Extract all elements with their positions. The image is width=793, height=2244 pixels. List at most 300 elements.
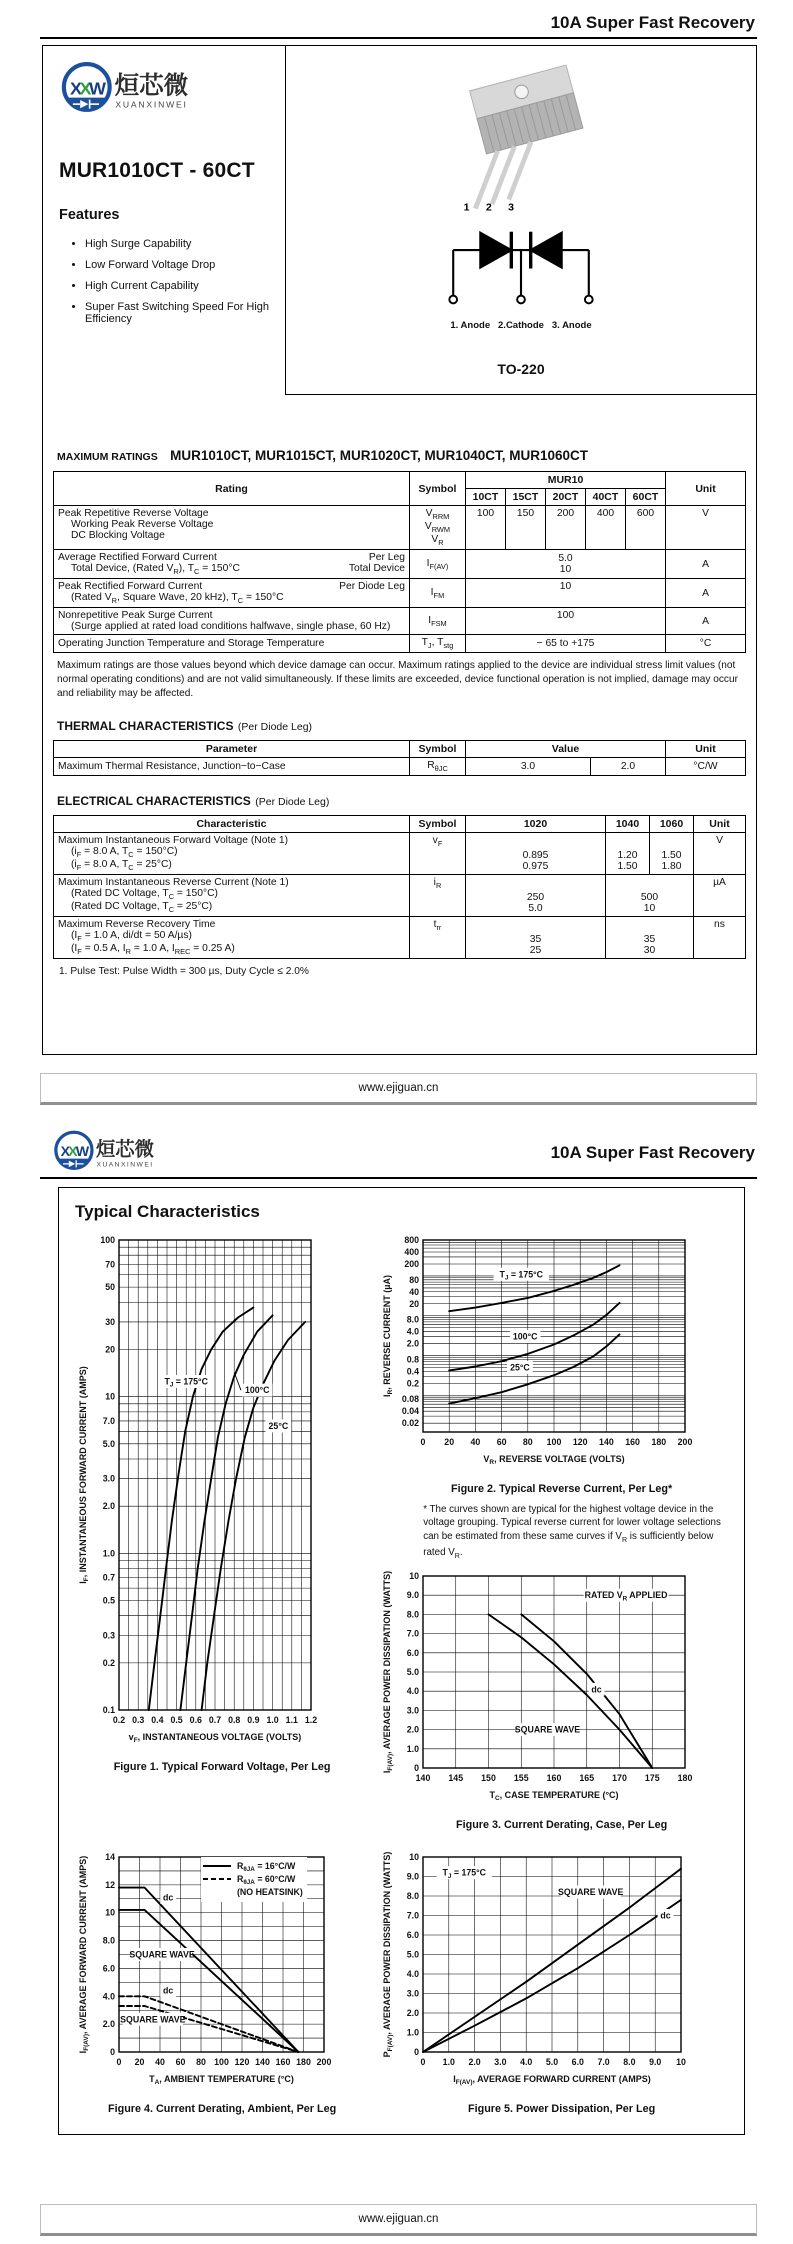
features-heading: Features [59, 206, 120, 223]
svg-text:IR, REVERSE CURRENT (µA): $I_R$, REVERSE CURRENT (µA) [382, 1274, 395, 1397]
col-header-symbol: Symbol [409, 472, 465, 506]
svg-text:160: 160 [625, 1436, 641, 1447]
svg-text:40: 40 [155, 2056, 165, 2067]
svg-text:175: 175 [645, 1772, 660, 1783]
value-line: 1.50 [661, 850, 682, 862]
col-header-symbol: Symbol [410, 816, 466, 833]
svg-text:4.0: 4.0 [520, 2056, 533, 2067]
datasheet-page-2 [0, 1113, 793, 2244]
svg-text:IF(AV), AVERAGE FORWARD CURREN: $I_{F(AV)}$, AVERAGE FORWARD CURRENT (AMPS) [78, 1855, 91, 2053]
electrical-characteristics-table [53, 815, 746, 959]
svg-text:180: 180 [677, 1772, 693, 1783]
svg-text:80: 80 [523, 1436, 533, 1447]
svg-text:VR, REVERSE VOLTAGE (VOLTS): $V_R$, REVERSE VOLTAGE (VOLTS) [483, 1453, 625, 1466]
table-row [54, 917, 746, 959]
figure3-chart [379, 1568, 744, 1817]
value-line: 250 [526, 892, 545, 904]
svg-text:60: 60 [496, 1436, 507, 1447]
svg-text:1.1: 1.1 [285, 1714, 298, 1725]
svg-text:160: 160 [275, 2056, 291, 2067]
cell-value [606, 917, 694, 959]
company-logo [59, 60, 285, 119]
svg-text:1.2: 1.2 [304, 1714, 318, 1725]
charts-row-1 [75, 1232, 744, 1831]
cell-value [466, 917, 606, 959]
figure1-chart [75, 1232, 369, 1759]
svg-text:70: 70 [105, 1258, 115, 1269]
svg-text:400: 400 [404, 1246, 420, 1257]
col-header-unit: Unit [694, 816, 746, 833]
svg-text:IF, INSTANTANEOUS FORWARD CURR: $I_F$, INSTANTANEOUS FORWARD CURRENT (AMPS) [78, 1365, 91, 1584]
svg-text:SQUARE WAVE: SQUARE WAVE [129, 1949, 195, 1960]
svg-text:6.0: 6.0 [571, 2056, 585, 2067]
svg-text:烜芯微: 烜芯微 [95, 1138, 154, 1161]
svg-text:100: 100 [100, 1234, 115, 1245]
cell-value [466, 833, 606, 875]
value-line: 1.50 [617, 861, 638, 873]
thermal-title: THERMAL CHARACTERISTICS [57, 719, 234, 734]
page-title: 10A Super Fast Recovery [550, 13, 755, 32]
electrical-heading [57, 792, 756, 810]
dual-diode-symbol [286, 223, 756, 320]
figure2-footnote: * The curves shown are typical for the highest voltage device in the voltage grouping. Typical reverse current for lower voltage selections can be estimated from these same curves if $V_R$ is sufficiently below rated $V_R$. [423, 1503, 721, 1560]
part-list: MUR1010CT, MUR1015CT, MUR1020CT, MUR1040CT, MUR1060CT [170, 448, 589, 463]
svg-text:60: 60 [175, 2056, 186, 2067]
symbol: $I_{FM}$ [409, 579, 465, 608]
fig2-svg [379, 1232, 699, 1476]
svg-text:0.2: 0.2 [102, 1657, 115, 1668]
svg-text:100: 100 [214, 2056, 229, 2067]
svg-text:3.0: 3.0 [102, 1473, 115, 1484]
col-header-symbol: Symbol [410, 741, 466, 758]
col-header-characteristic: Characteristic [54, 816, 410, 833]
feature-item: • High Surge Capability [85, 238, 285, 250]
symbol: $T_J$, $T_{stg}$ [409, 635, 465, 653]
svg-text:0.8: 0.8 [228, 1714, 241, 1725]
symbol: $v_F$ [410, 833, 466, 875]
svg-text:TJ = 175°C: $T_J = 175^\circ C$ [442, 1867, 487, 1880]
typical-characteristics-heading: Typical Characteristics [75, 1201, 260, 1221]
svg-text:40: 40 [409, 1286, 420, 1297]
svg-text:10: 10 [105, 1907, 115, 1918]
pulse-test-note: 1. Pulse Test: Pulse Width = 300 µs, Duty Cycle ≤ 2.0% [59, 966, 309, 978]
value-line: 30 [643, 945, 656, 957]
svg-text:4.0: 4.0 [406, 1968, 420, 1979]
col-header-parameter: Parameter [54, 741, 410, 758]
col-header-ct: 20CT [545, 489, 585, 506]
svg-text:1.0: 1.0 [406, 1743, 420, 1754]
feature-item: • High Current Capability [85, 280, 285, 292]
characteristic-label: (Rated DC Voltage, $T_C = 25^\circ C$) [71, 901, 213, 915]
figure-4 [75, 1847, 369, 2115]
svg-text:dc: dc [591, 1683, 602, 1694]
svg-text:XUANXINWEI: XUANXINWEI [115, 99, 188, 110]
svg-text:1.0: 1.0 [266, 1714, 279, 1725]
right-column [379, 1232, 744, 1831]
col-header-1020: 1020 [466, 816, 606, 833]
cell-value: − 65 to +175 [465, 635, 665, 653]
svg-text:dc: dc [660, 1910, 671, 1921]
table-row [53, 579, 745, 608]
svg-text:IF(AV), AVERAGE FORWARD CURREN: $I_{F(AV)}$, AVERAGE FORWARD CURRENT (AMPS) [453, 2073, 652, 2086]
rating-label: Peak Repetitive Reverse Voltage [57, 508, 209, 519]
svg-text:40: 40 [470, 1436, 481, 1447]
table-row [54, 833, 746, 875]
svg-text:TC, CASE TEMPERATURE (°C): $T_C$, CASE TEMPERATURE (°C) [489, 1789, 619, 1802]
figure3-caption: Figure 3. Current Derating, Case, Per Leg [456, 1818, 668, 1831]
cell-unit: °C/W [666, 758, 746, 776]
symbol: $I_{FSM}$ [409, 608, 465, 635]
package-pin-numbers: 1 2 3 [463, 201, 521, 214]
figure4-caption: Figure 4. Current Derating, Ambient, Per Leg [108, 2102, 337, 2115]
svg-text:8.0: 8.0 [406, 1314, 420, 1325]
svg-text:dc: dc [163, 1892, 174, 1903]
svg-text:8.0: 8.0 [102, 1935, 115, 1946]
svg-text:80: 80 [409, 1274, 420, 1285]
col-group-mur10: MUR10 [465, 472, 665, 489]
svg-text:7.0: 7.0 [406, 1910, 420, 1921]
logo-svg [59, 60, 211, 114]
svg-text:dc: dc [163, 1985, 174, 1996]
svg-text:160: 160 [546, 1772, 562, 1783]
feature-item: • Low Forward Voltage Drop [85, 259, 285, 271]
svg-text:0.4: 0.4 [406, 1365, 420, 1376]
cell-value: 400 [585, 506, 625, 550]
svg-text:RθJA = 16°C/W: $R_{\theta JA} = 16^\circ C/W$ [237, 1860, 296, 1873]
svg-text:5.0: 5.0 [406, 1666, 420, 1677]
svg-text:200: 200 [677, 1436, 693, 1447]
svg-text:TJ = 175°C: $T_J = 175^\circ C$ [164, 1376, 208, 1389]
svg-text:1.0: 1.0 [442, 2056, 456, 2067]
svg-text:180: 180 [651, 1436, 667, 1447]
svg-text:7.0: 7.0 [406, 1628, 420, 1639]
svg-text:140: 140 [255, 2056, 270, 2067]
table-row [54, 875, 746, 917]
value-line: 35 [529, 934, 542, 946]
figure2-chart [379, 1232, 744, 1481]
figure-1 [75, 1232, 369, 1831]
part-number-title: MUR1010CT - 60CT [59, 158, 255, 182]
svg-text:PF(AV), AVERAGE POWER DISSIPAT: $P_{F(AV)}$, AVERAGE POWER DISSIPATION (WATTS) [382, 1851, 395, 2058]
symbol: $i_R$ [410, 875, 466, 917]
cell-value [606, 875, 694, 917]
table-row [54, 758, 746, 776]
maximum-ratings-heading [57, 447, 756, 465]
svg-text:120: 120 [234, 2056, 250, 2067]
svg-text:20: 20 [444, 1436, 455, 1447]
intro-section [43, 46, 756, 395]
rating-qualifier: Per Diode Leg [339, 581, 405, 593]
cell-unit: A [666, 579, 746, 608]
fig1-svg [75, 1232, 323, 1754]
rating-label: Peak Rectified Forward Current [57, 581, 203, 593]
rating-label: Total Device, (Rated $V_R$), $T_C = 150^\circ C$ [70, 563, 240, 577]
ratings-note: Maximum ratings are those values beyond which device damage can occur. Maximum ratings applied to the device are individual stress limit values (not normal operating conditions) and are not valid simultaneously. If these limits are exceeded, device functional operation is not implied, damage may occur and reliability may be affected. [57, 660, 738, 700]
cell-value: 150 [505, 506, 545, 550]
svg-text:XXW: XXW [69, 78, 104, 99]
cell-value: 10 [465, 579, 665, 608]
header-rule [40, 37, 757, 39]
page-number-badge: 2 [716, 2213, 724, 2225]
fig5-svg [379, 1847, 695, 2096]
charts-row-2 [75, 1847, 744, 2115]
svg-text:200: 200 [404, 1258, 420, 1269]
col-header-unit: Unit [666, 741, 746, 758]
svg-text:0.3: 0.3 [102, 1629, 115, 1640]
svg-text:20: 20 [409, 1298, 420, 1309]
svg-text:SQUARE WAVE: SQUARE WAVE [514, 1724, 581, 1735]
svg-text:0.08: 0.08 [402, 1393, 420, 1404]
thermal-characteristics-table [53, 740, 746, 776]
svg-text:6.0: 6.0 [102, 1963, 115, 1974]
svg-text:2.0: 2.0 [406, 2007, 420, 2018]
svg-text:5.0: 5.0 [406, 1949, 420, 1960]
cell-value [466, 875, 606, 917]
svg-text:2.0: 2.0 [406, 1338, 420, 1349]
cell-value [606, 833, 650, 875]
svg-text:50: 50 [105, 1281, 115, 1292]
characteristic-label: ($i_F = 8.0$ A, $T_C = 150^\circ C$) [71, 846, 178, 860]
symbol: $V_{RRM}$ [425, 508, 450, 522]
figure-5 [379, 1847, 744, 2115]
svg-text:30: 30 [105, 1316, 115, 1327]
svg-text:0.5: 0.5 [170, 1714, 183, 1725]
svg-text:0: 0 [420, 1436, 426, 1447]
svg-text:150: 150 [481, 1772, 497, 1783]
page1-content-box [42, 45, 757, 1055]
value-line: 5.0 [528, 903, 543, 915]
svg-text:140: 140 [599, 1436, 614, 1447]
svg-text:8.0: 8.0 [406, 1609, 420, 1620]
maximum-ratings-label: MAXIMUM RATINGS [57, 451, 158, 463]
svg-text:0.02: 0.02 [402, 1417, 420, 1428]
svg-text:0.1: 0.1 [102, 1704, 115, 1715]
value-line: 1.20 [617, 850, 638, 862]
feature-item: • Super Fast Switching Speed For High Efficiency [85, 301, 285, 325]
col-header-1060: 1060 [650, 816, 694, 833]
rating-label: Nonrepetitive Peak Surge Current [57, 610, 213, 622]
rating-qualifier: Per Leg [368, 552, 405, 564]
svg-text:12: 12 [105, 1879, 115, 1890]
svg-text:IF(AV), AVERAGE POWER DISSIPAT: $I_{F(AV)}$, AVERAGE POWER DISSIPATION (WATTS) [382, 1570, 395, 1773]
parameter-label: Maximum Thermal Resistance, Junction−to−Case [54, 758, 410, 776]
svg-text:14: 14 [105, 1851, 115, 1862]
svg-text:1.0: 1.0 [102, 1547, 115, 1558]
svg-text:8.0: 8.0 [623, 2056, 636, 2067]
characteristic-label: ($I_F = 1.0$ A, di/dt = 50 A/µs) [71, 930, 192, 944]
svg-text:0: 0 [414, 1762, 420, 1773]
rating-label: Operating Junction Temperature and Storage Temperature [53, 635, 409, 653]
svg-text:0.7: 0.7 [208, 1714, 222, 1725]
value-line: 10 [559, 564, 572, 576]
svg-text:0.04: 0.04 [402, 1405, 420, 1416]
figure5-caption: Figure 5. Power Dissipation, Per Leg [468, 2102, 656, 2115]
svg-text:4.0: 4.0 [406, 1685, 420, 1696]
datasheet-page-1 [0, 0, 793, 1113]
header-rule [40, 1177, 757, 1179]
package-cell [285, 46, 756, 395]
value-line: 0.975 [522, 861, 549, 873]
cell-value: 2.0 [591, 758, 666, 776]
svg-text:0.8: 0.8 [406, 1353, 420, 1364]
page-number-badge: 1 [716, 1082, 724, 1094]
footer-url: www.ejiguan.cn [358, 2213, 439, 2225]
svg-text:10: 10 [676, 2056, 687, 2067]
company-logo [52, 1129, 172, 1177]
page-title: 10A Super Fast Recovery [550, 1142, 755, 1162]
thermal-heading [57, 717, 756, 735]
cell-value [465, 550, 665, 579]
svg-text:170: 170 [612, 1772, 628, 1783]
svg-text:8.0: 8.0 [406, 1890, 420, 1901]
table-row [53, 506, 745, 550]
svg-text:4.0: 4.0 [102, 1990, 115, 2001]
cell-unit: °C [666, 635, 746, 653]
cell-value: 200 [545, 506, 585, 550]
characteristic-label: ($i_F = 8.0$ A, $T_C = 25^\circ C$) [71, 859, 172, 873]
page1-footer [40, 1073, 757, 1105]
col-header-ct: 15CT [505, 489, 545, 506]
svg-text:2.0: 2.0 [406, 1724, 420, 1735]
col-header-unit: Unit [666, 472, 746, 506]
electrical-subtitle: (Per Diode Leg) [255, 796, 330, 809]
col-header-rating: Rating [53, 472, 409, 506]
symbol: $V_{RWM}$ [424, 521, 451, 535]
svg-text:6.0: 6.0 [406, 1929, 420, 1940]
characteristic-label: Maximum Reverse Recovery Time [58, 919, 216, 931]
svg-text:7.0: 7.0 [597, 2056, 610, 2067]
svg-text:3.0: 3.0 [494, 2056, 507, 2067]
cell-unit: V [694, 833, 746, 875]
svg-text:10: 10 [409, 1570, 420, 1581]
svg-text:0.3: 0.3 [132, 1714, 145, 1725]
svg-text:2.0: 2.0 [468, 2056, 481, 2067]
svg-text:0: 0 [420, 2056, 426, 2067]
svg-text:0: 0 [414, 2046, 420, 2057]
svg-text:100: 100 [546, 1436, 562, 1447]
cell-unit: V [666, 506, 746, 550]
svg-text:4.0: 4.0 [406, 1326, 420, 1337]
col-header-ct: 40CT [585, 489, 625, 506]
svg-text:SQUARE WAVE: SQUARE WAVE [120, 2013, 186, 2024]
svg-text:0.7: 0.7 [102, 1572, 115, 1583]
to220-package-image [396, 50, 646, 218]
characteristic-label: Maximum Instantaneous Reverse Current (Note 1) [58, 877, 289, 889]
intro-left-cell [43, 46, 285, 395]
value-line: 25 [529, 945, 542, 957]
figure1-caption: Figure 1. Typical Forward Voltage, Per Leg [113, 1760, 331, 1773]
value-line: 35 [643, 934, 656, 946]
typical-characteristics-box [58, 1187, 745, 2135]
rating-label: (Rated $V_R$, Square Wave, 20 kHz), $T_C = 150^\circ C$ [70, 592, 284, 606]
svg-text:100°C: 100°C [244, 1384, 270, 1395]
package-name: TO-220 [497, 361, 545, 377]
svg-text:TJ = 175°C: $T_J = 175^\circ C$ [499, 1268, 544, 1282]
svg-text:2.0: 2.0 [102, 1500, 115, 1511]
svg-text:0.9: 0.9 [247, 1714, 260, 1725]
rating-label: Working Peak Reverse Voltage [70, 519, 214, 530]
svg-text:5.0: 5.0 [546, 2056, 559, 2067]
svg-text:20: 20 [105, 1344, 115, 1355]
svg-text:25°C: 25°C [268, 1420, 289, 1431]
footer-url: www.ejiguan.cn [358, 1082, 439, 1094]
figure-3 [379, 1568, 744, 1831]
svg-text:6.0: 6.0 [406, 1647, 420, 1658]
svg-text:9.0: 9.0 [406, 1589, 420, 1600]
page2-footer [40, 2204, 757, 2236]
figure4-chart [75, 1847, 369, 2101]
symbol: $I_{F(AV)}$ [409, 550, 465, 579]
fig3-svg [379, 1568, 699, 1812]
table-row [53, 608, 745, 635]
svg-text:XUANXINWEI: XUANXINWEI [96, 1161, 154, 1169]
svg-text:100°C: 100°C [513, 1331, 538, 1342]
svg-text:(NO HEATSINK): (NO HEATSINK) [237, 1886, 303, 1897]
value-line: 5.0 [558, 553, 573, 565]
value-line: 500 [640, 892, 659, 904]
svg-text:180: 180 [296, 2056, 311, 2067]
svg-text:RATED VR APPLIED: RATED $V_R$ APPLIED [584, 1589, 668, 1603]
thermal-subtitle: (Per Diode Leg) [237, 721, 313, 734]
svg-text:0: 0 [116, 2056, 122, 2067]
features-list [59, 238, 285, 325]
svg-text:1.0: 1.0 [406, 2027, 420, 2038]
rating-qualifier: Total Device [348, 563, 405, 575]
svg-text:0.5: 0.5 [102, 1595, 115, 1606]
cell-unit: A [666, 608, 746, 635]
svg-text:10: 10 [105, 1391, 115, 1402]
cell-value: 100 [465, 506, 505, 550]
symbol: $V_R$ [431, 534, 444, 548]
figure2-caption: Figure 2. Typical Reverse Current, Per Leg* [450, 1482, 673, 1495]
cell-value: 100 [465, 608, 665, 635]
electrical-title: ELECTRICAL CHARACTERISTICS [57, 794, 251, 809]
figure-2 [379, 1232, 744, 1495]
svg-text:25°C: 25°C [510, 1362, 530, 1373]
characteristic-label: (Rated DC Voltage, $T_C = 150^\circ C$) [71, 888, 218, 902]
cell-unit: µA [694, 875, 746, 917]
table-row [53, 550, 745, 579]
value-line: 1.80 [661, 861, 682, 873]
svg-text:80: 80 [196, 2056, 206, 2067]
svg-text:0: 0 [110, 2046, 115, 2057]
svg-text:800: 800 [404, 1234, 420, 1245]
svg-text:5.0: 5.0 [102, 1438, 115, 1449]
svg-text:145: 145 [448, 1772, 464, 1783]
svg-text:120: 120 [573, 1436, 588, 1447]
svg-text:7.0: 7.0 [102, 1415, 115, 1426]
svg-text:9.0: 9.0 [406, 1871, 420, 1882]
rating-label: Average Rectified Forward Current [57, 552, 217, 564]
svg-text:3.0: 3.0 [406, 1705, 420, 1716]
col-header-ct: 60CT [625, 489, 665, 506]
svg-text:RθJA = 60°C/W: $R_{\theta JA} = 60^\circ C/W$ [237, 1873, 296, 1886]
figure5-chart [379, 1847, 744, 2101]
svg-text:140: 140 [415, 1772, 431, 1783]
pinout-label: 1. Anode 2.Cathode 3. Anode [450, 320, 592, 331]
rating-label: DC Blocking Voltage [70, 530, 165, 541]
cell-value [650, 833, 694, 875]
symbol: $R_{\theta JC}$ [410, 758, 466, 776]
maximum-ratings-table [53, 471, 746, 653]
fig4-svg [75, 1847, 338, 2096]
svg-text:0.2: 0.2 [112, 1714, 126, 1725]
col-header-value: Value [466, 741, 666, 758]
cell-unit: ns [694, 917, 746, 959]
svg-text:2.0: 2.0 [102, 2018, 115, 2029]
svg-text:3.0: 3.0 [406, 1988, 420, 1999]
svg-text:155: 155 [514, 1772, 529, 1783]
